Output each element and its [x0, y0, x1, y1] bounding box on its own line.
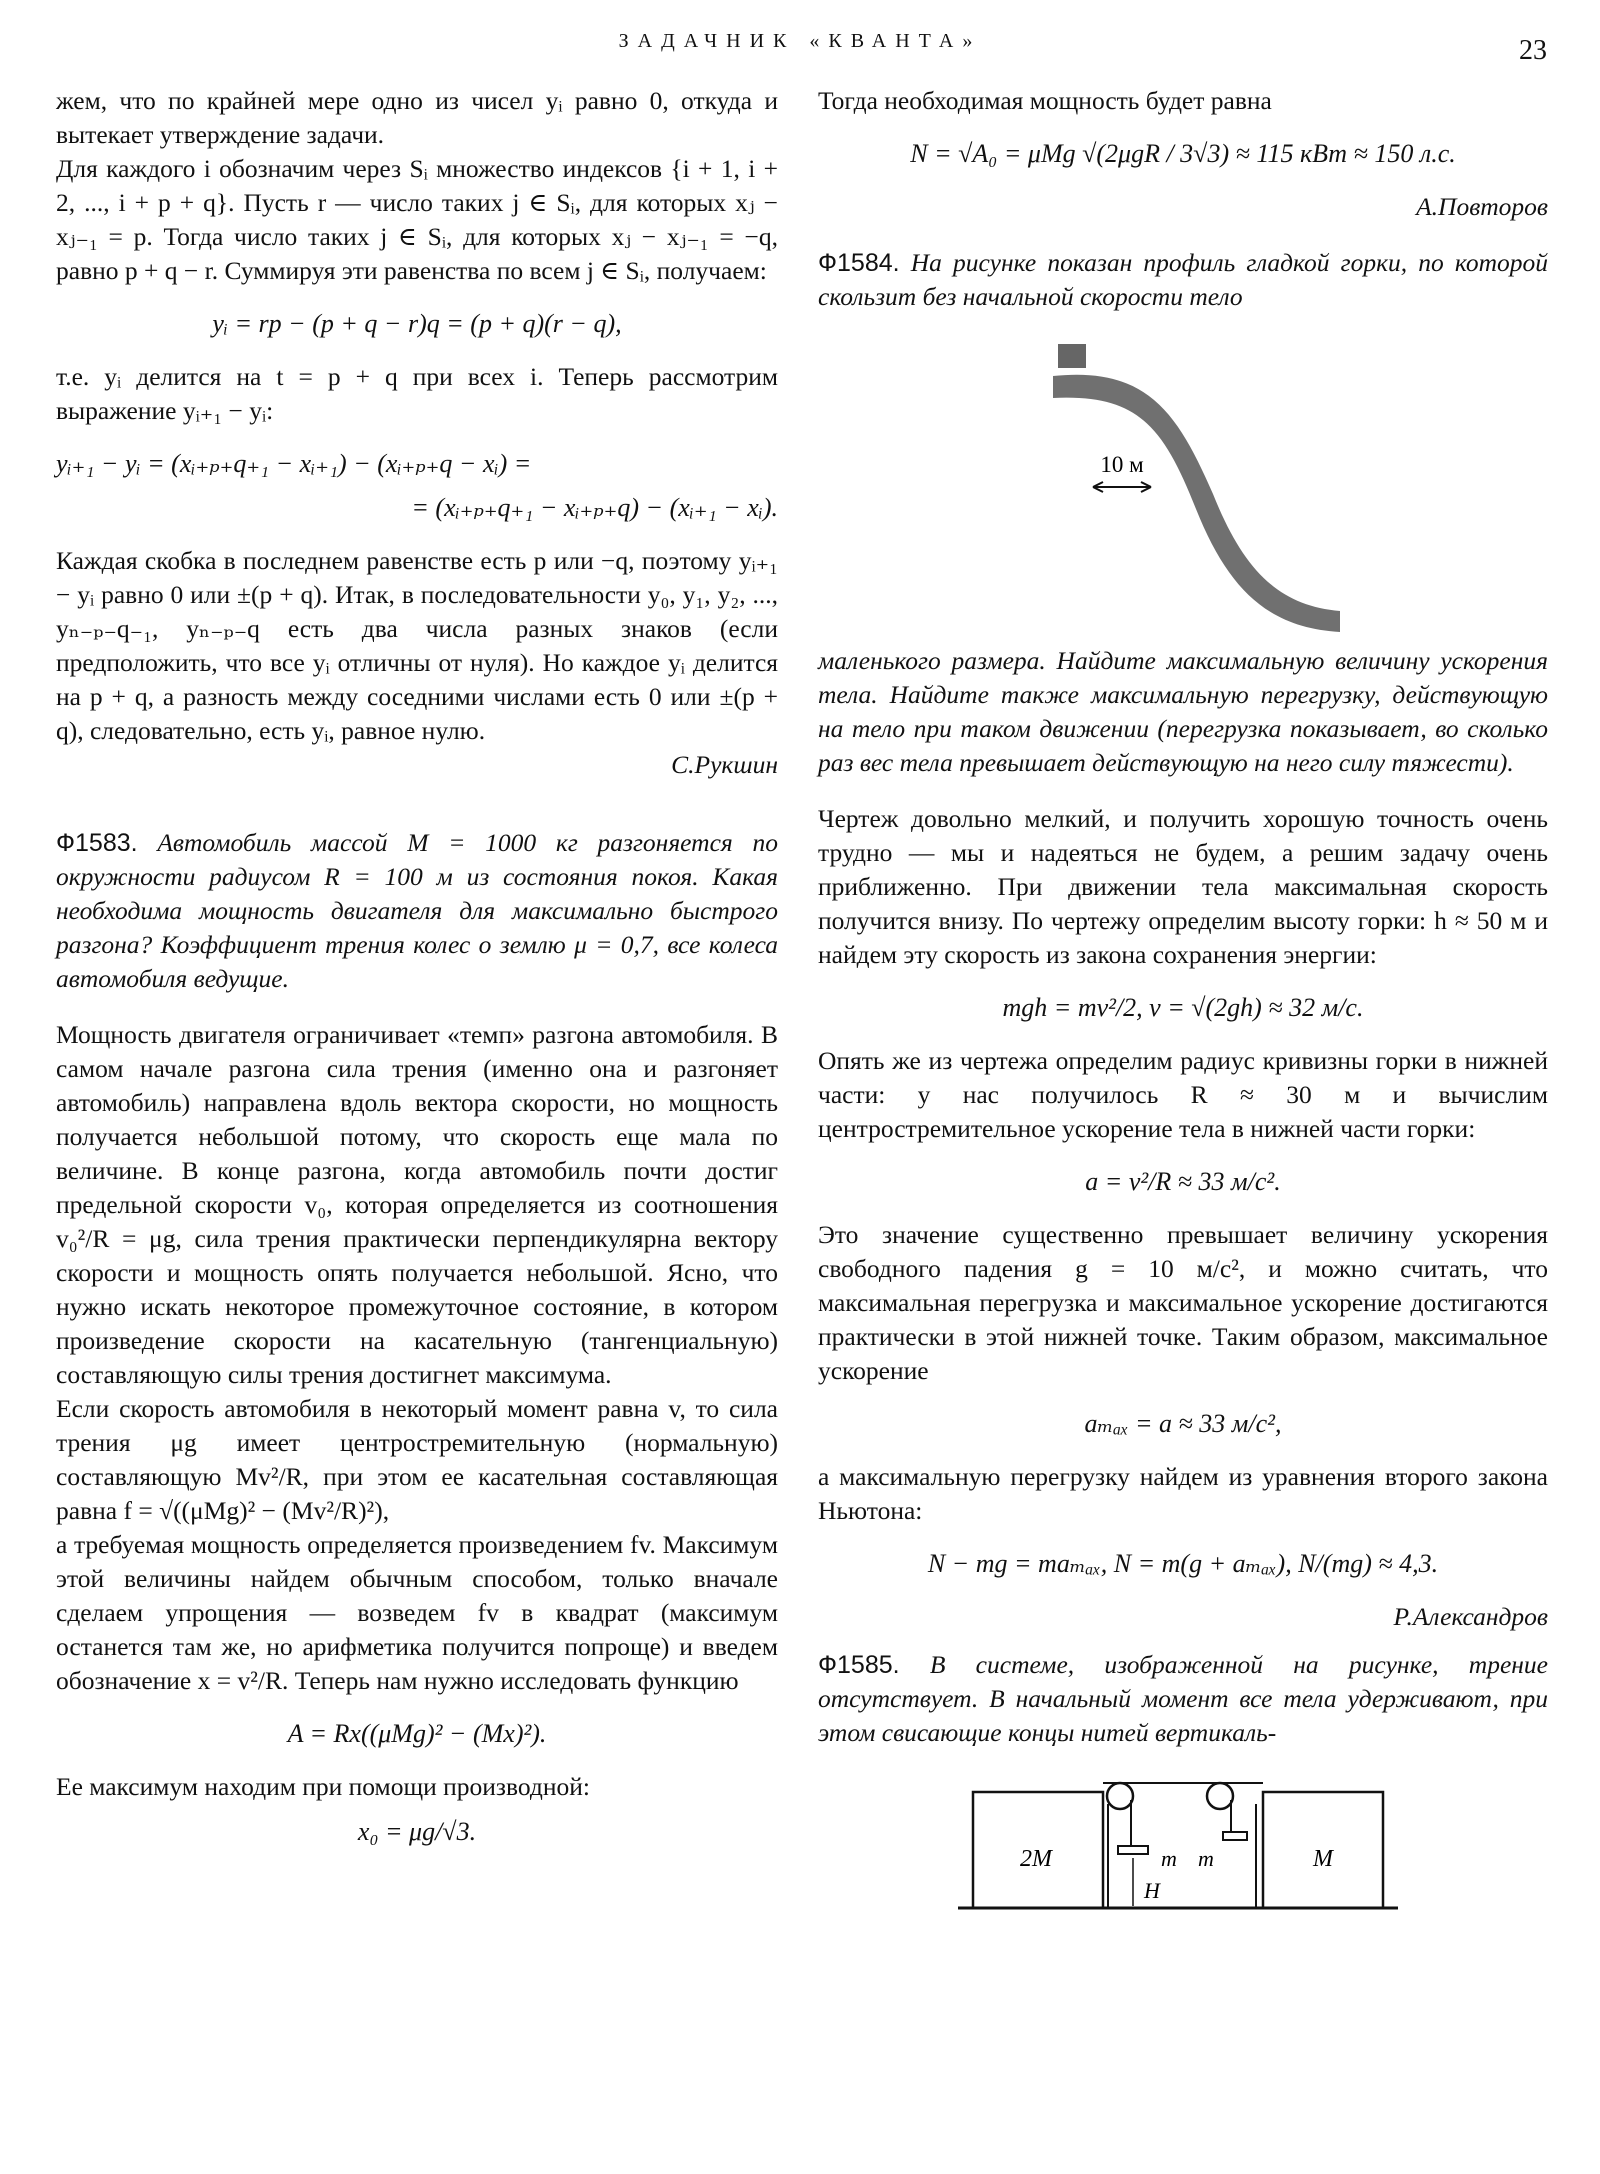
right-column	[818, 84, 1548, 1920]
mass-m-right	[1223, 1832, 1247, 1840]
label-2m: 2M	[1020, 1846, 1052, 1872]
paragraph: Каждая скобка в последнем равенстве есть p или −q, поэтому yᵢ₊₁ − yᵢ равно 0 или ±(p + q). Итак, в последовательности y₀, y₁, y₂, ..., yₙ₋ₚ₋q₋₁, yₙ₋ₚ₋q есть два числа разных знаков (если предположить, что все yᵢ отличны от нуля). Но каждое yᵢ делится на p + q, а разность между соседними числами есть 0 или ±(p + q), следовательно, есть yᵢ, равное нулю.	[56, 546, 778, 745]
running-header: ЗАДАЧНИК «КВАНТА»	[618, 30, 982, 52]
problem-1583	[56, 826, 778, 996]
label-m-right: m	[1198, 1846, 1214, 1871]
paragraph: Это значение существенно превышает величину ускорения свободного падения g = 10 м/с², и можно считать, что максимальная перегрузка и максимальное ускорение достигаются практически в этой нижней точке. Таким образом, максимальное ускорение	[818, 1220, 1548, 1385]
blocks-figure	[818, 1770, 1548, 1920]
formula: = (xᵢ₊ₚ₊q₊₁ − xᵢ₊ₚ₊q) − (xᵢ₊₁ − xᵢ).	[411, 493, 778, 522]
problem-number: Ф1585.	[818, 1651, 900, 1679]
hill-figure	[818, 314, 1548, 644]
page-number: 23	[1519, 35, 1547, 66]
paragraph: Если скорость автомобиля в некоторый момент равна v, то сила трения μg имеет центростремительную (нормальную) составляющую Mv²/R, при этом ее касательная составляющая равна f = √((μMg)² − (Mv²/R)²),	[56, 1394, 778, 1525]
formula: a = v²/R ≈ 33 м/с².	[1085, 1167, 1281, 1196]
paragraph: а максимальную перегрузку найдем из уравнения второго закона Ньютона:	[818, 1462, 1548, 1525]
paragraph: жем, что по крайней мере одно из чисел yᵢ равно 0, откуда и вытекает утверждение задачи.	[56, 86, 778, 149]
left-column	[56, 84, 778, 1868]
label-m-left: m	[1161, 1846, 1177, 1871]
problem-text: На рисунке показан профиль гладкой горки, по которой скользит без начальной скорости тело	[818, 248, 1549, 311]
problem-number: Ф1584.	[818, 249, 900, 277]
body-block	[1058, 344, 1086, 368]
hill-diagram	[818, 314, 1548, 644]
paragraph: Чертеж довольно мелкий, и получить хорошую точность очень трудно — мы и надеяться не будем, а решим задачу очень приближенно. При движении тела максимальная скорость получится внизу. По чертежу определим высоту горки: h ≈ 50 м и найдем эту скорость из закона сохранения энергии:	[818, 804, 1548, 969]
pulley-right	[1207, 1783, 1233, 1809]
formula: yᵢ₊₁ − yᵢ = (xᵢ₊ₚ₊q₊₁ − xᵢ₊₁) − (xᵢ₊ₚ₊q − xᵢ) =	[56, 449, 532, 478]
paragraph: Опять же из чертежа определим радиус кривизны горки в нижней части: у нас получилось R ≈ 30 м и вычислим центростремительное ускорение тела в нижней части горки:	[818, 1046, 1548, 1143]
paragraph: Мощность двигателя ограничивает «темп» разгона автомобиля. В самом начале разгона сила трения (именно она и разгоняет автомобиль) направлена вдоль вектора скорости, но мощность получается небольшой потому, что скорость еще мала по величине. В конце разгона, когда автомобиль почти достиг предельной скорости v₀, которая определяется из соотношения v₀²/R = μg, сила трения практически перпендикулярна вектору скорости и мощность опять получается небольшой. Ясно, что нужно искать некоторое промежуточное состояние, в котором произведение скорости на касательную (тангенциальную) составляющую силы трения достигнет максимума.	[56, 1020, 778, 1389]
paragraph: Ее максимум находим при помощи производной:	[56, 1772, 590, 1801]
formula: yᵢ = rp − (p + q − r)q = (p + q)(r − q),	[212, 309, 622, 338]
scale-label: 10 м	[1100, 452, 1144, 477]
formula: x₀ = μg/√3.	[357, 1817, 477, 1846]
formula: mgh = mv²/2, v = √(2gh) ≈ 32 м/с.	[1002, 993, 1364, 1022]
problem-number: Ф1583.	[56, 829, 138, 857]
hill-profile	[1053, 375, 1340, 632]
label-h: H	[1144, 1878, 1160, 1903]
pulley-left	[1107, 1783, 1133, 1809]
signature: С.Рукшин	[671, 750, 778, 779]
label-m: M	[1313, 1846, 1333, 1872]
mass-m-left	[1118, 1846, 1148, 1854]
problem-text: Автомобиль массой M = 1000 кг разгоняется по окружности радиусом R = 100 м из состояния покоя. Какая необходима мощность двигателя для максимально быстрого разгона? Коэффициент трения колес о землю μ = 0,7, все колеса автомобиля ведущие.	[56, 828, 779, 993]
paragraph: т.е. yᵢ делится на t = p + q при всех i. Теперь рассмотрим выражение yᵢ₊₁ − yᵢ:	[56, 362, 778, 425]
formula: A = Rx((μMg)² − (Mx)²).	[287, 1719, 547, 1748]
signature: Р.Александров	[1393, 1602, 1548, 1631]
formula: N − mg = maₘₐₓ, N = m(g + aₘₐₓ), N/(mg) ≈ 4,3.	[927, 1549, 1439, 1578]
problem-1585	[818, 1648, 1548, 1750]
problem-1584	[818, 246, 1548, 314]
formula: N = √A₀ = μMg √(2μgR / 3√3) ≈ 115 кВт ≈ 150 л.с.	[910, 139, 1456, 168]
problem-1584-continued: маленького размера. Найдите максимальную величину ускорения тела. Найдите также максимальную перегрузку, действующую на тело при таком движении (перегрузка показывает, во сколько раз вес тела превышает действующую на него силу тяжести).	[818, 646, 1548, 777]
blocks-diagram	[818, 1770, 1548, 1920]
paragraph: а требуемая мощность определяется произведением fv. Максимум этой величины найдем обычным способом, только вначале сделаем упрощения — возведем fv в квадрат (максимум останется там же, но арифметика получится попроще) и введем обозначение x = v²/R. Теперь нам нужно исследовать функцию	[56, 1530, 778, 1695]
signature: А.Повторов	[1416, 192, 1548, 221]
paragraph: Тогда необходимая мощность будет равна	[818, 86, 1272, 115]
formula: aₘₐₓ = a ≈ 33 м/с²,	[1084, 1409, 1282, 1438]
problem-text: В системе, изображенной на рисунке, трение отсутствует. В начальный момент все тела удерживают, при этом свисающие концы нитей вертикаль-	[818, 1650, 1548, 1747]
paragraph: Для каждого i обозначим через Sᵢ множество индексов {i + 1, i + 2, ..., i + p + q}. Пусть r — число таких j ∈ Sᵢ, для которых xⱼ − xⱼ₋₁ = p. Тогда число таких j ∈ Sᵢ, для которых xⱼ − xⱼ₋₁ = −q, равно p + q − r. Суммируя эти равенства по всем j ∈ Sᵢ, получаем:	[56, 154, 778, 285]
